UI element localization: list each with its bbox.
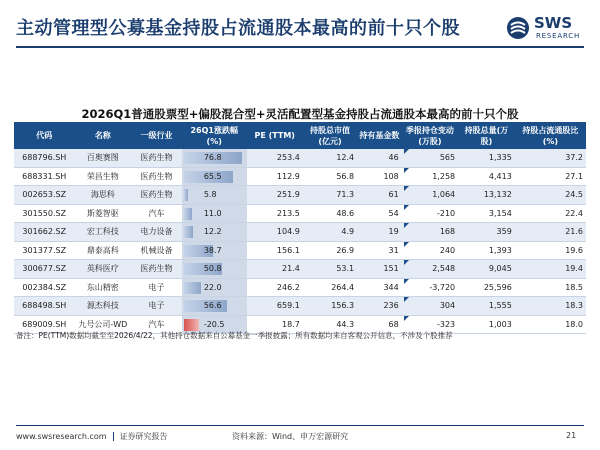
column-header-pe: PE (TTM) [254, 131, 295, 140]
cell-code: 301662.SZ [14, 223, 74, 242]
cell-market-value: 12.4 [303, 149, 357, 167]
cell-total-shares: 359 [458, 223, 515, 242]
footer-separator [113, 432, 114, 441]
cell-fund-count: 236 [357, 297, 402, 316]
cell-total-shares: 9,045 [458, 260, 515, 279]
cell-float-ratio: 22.4 [515, 204, 586, 223]
footer-label: 证券研究报告 [119, 432, 168, 441]
holdings-table [14, 122, 586, 334]
cell-industry: 电力设备 [131, 223, 182, 242]
cell-position-change: 2,548 [402, 260, 458, 279]
cell-pe: 213.5 [247, 204, 303, 223]
cell-total-shares: 3,154 [458, 204, 515, 223]
cell-industry: 汽车 [131, 204, 182, 223]
change-value: 56.6 [203, 301, 222, 310]
column-header-change: 26Q1涨跌幅(%) [190, 125, 238, 146]
column-header-industry: 一级行业 [140, 131, 173, 140]
cell-industry: 医药生物 [131, 260, 182, 279]
cell-fund-count: 31 [357, 241, 402, 260]
cell-position-change: 304 [402, 297, 458, 316]
cell-total-shares: 25,596 [458, 278, 515, 297]
cell-position-change: 1,258 [402, 167, 458, 186]
cell-position-change: 1,064 [402, 186, 458, 205]
cell-position-change: -210 [402, 204, 458, 223]
cell-market-value: 71.3 [303, 186, 357, 205]
cell-market-value: 48.6 [303, 204, 357, 223]
cell-change [182, 278, 247, 297]
cell-change [182, 167, 247, 186]
table-note: 备注：PE(TTM)数据均截至至2026/4/22，其他持仓数据来自公募基金一季报披露；所有数据均来自客观公开信息，不涉及个股推荐 [16, 331, 453, 340]
cell-total-shares: 4,413 [458, 167, 515, 186]
cell-market-value: 156.3 [303, 297, 357, 316]
cell-pe: 659.1 [247, 297, 303, 316]
cell-fund-count: 151 [357, 260, 402, 279]
cell-market-value: 4.9 [303, 223, 357, 242]
cell-change [182, 186, 247, 205]
cell-name: 斯菱智驱 [74, 204, 131, 223]
cell-total-shares: 13,132 [458, 186, 515, 205]
cell-position-change: -323 [402, 315, 458, 334]
cell-change [182, 241, 247, 260]
cell-position-change: 565 [402, 149, 458, 167]
cell-total-shares: 1,555 [458, 297, 515, 316]
cell-industry: 医药生物 [131, 167, 182, 186]
table-row [14, 167, 586, 186]
cell-industry: 机械设备 [131, 241, 182, 260]
change-value: 12.2 [203, 227, 222, 236]
cell-float-ratio: 27.1 [515, 167, 586, 186]
cell-float-ratio: 19.6 [515, 241, 586, 260]
cell-total-shares: 1,393 [458, 241, 515, 260]
cell-float-ratio: 18.5 [515, 278, 586, 297]
cell-pe: 21.4 [247, 260, 303, 279]
cell-float-ratio: 18.3 [515, 297, 586, 316]
cell-float-ratio: 24.5 [515, 186, 586, 205]
cell-fund-count: 68 [357, 315, 402, 334]
cell-industry: 电子 [131, 297, 182, 316]
cell-market-value: 56.8 [303, 167, 357, 186]
cell-name: 源杰科技 [74, 297, 131, 316]
change-value: 11.0 [203, 208, 222, 218]
cell-total-shares: 1,335 [458, 149, 515, 167]
column-header-total-shares: 持股总量(万股) [464, 125, 509, 146]
column-header-code: 代码 [36, 131, 53, 140]
cell-pe: 112.9 [247, 167, 303, 186]
cell-code: 002384.SZ [14, 278, 74, 297]
cell-fund-count: 19 [357, 223, 402, 242]
page-title: 主动管理型公募基金持股占流通股本最高的前十只个股 [16, 18, 460, 39]
cell-pe: 18.7 [247, 315, 303, 334]
cell-market-value: 53.1 [303, 260, 357, 279]
cell-market-value: 44.3 [303, 315, 357, 334]
cell-code: 688331.SH [14, 167, 74, 186]
cell-market-value: 264.4 [303, 278, 357, 297]
cell-industry: 电子 [131, 278, 182, 297]
cell-float-ratio: 18.0 [515, 315, 586, 334]
table-row [14, 297, 586, 316]
cell-industry: 汽车 [131, 315, 182, 334]
cell-name: 英科医疗 [74, 260, 131, 279]
cell-pe: 246.2 [247, 278, 303, 297]
cell-position-change: 240 [402, 241, 458, 260]
cell-change [182, 297, 247, 316]
footer-source: 资料来源：Wind、申万宏源研究 [232, 432, 349, 441]
cell-change [182, 223, 247, 242]
change-value: -20.5 [203, 319, 225, 329]
footer-website: www.swsresearch.com [16, 432, 107, 441]
cell-code: 002653.SZ [14, 186, 74, 205]
cell-float-ratio: 21.6 [515, 223, 586, 242]
table-row [14, 223, 586, 242]
cell-industry: 医药生物 [131, 186, 182, 205]
column-header-market-value: 持股总市值(亿元) [309, 125, 350, 146]
change-value: 76.8 [203, 153, 222, 162]
cell-fund-count: 61 [357, 186, 402, 205]
change-value: 22.0 [203, 282, 222, 292]
cell-name: 宏工科技 [74, 223, 131, 242]
column-header-float-ratio: 持股占流通股比(%) [522, 125, 579, 146]
cell-code: 300677.SZ [14, 260, 74, 279]
change-value: 5.8 [203, 190, 217, 199]
column-header-position-change: 季报持仓变动(万股) [405, 125, 454, 146]
cell-fund-count: 46 [357, 149, 402, 167]
cell-fund-count: 108 [357, 167, 402, 186]
cell-change [182, 315, 247, 334]
cell-fund-count: 54 [357, 204, 402, 223]
cell-name: 东山精密 [74, 278, 131, 297]
table-title: 2026Q1普通股票型+偏股混合型+灵活配置型基金持股占流通股本最高的前十只个股 [81, 107, 519, 121]
footer-divider [16, 425, 584, 426]
cell-industry: 医药生物 [131, 149, 182, 167]
sws-logo [506, 14, 586, 44]
cell-code: 301377.SZ [14, 241, 74, 260]
table-row [14, 149, 586, 167]
cell-pe: 156.1 [247, 241, 303, 260]
change-value: 50.8 [203, 264, 222, 273]
cell-change [182, 204, 247, 223]
cell-float-ratio: 37.2 [515, 149, 586, 167]
footer-left [16, 431, 168, 442]
cell-name: 海思科 [74, 186, 131, 205]
cell-fund-count: 344 [357, 278, 402, 297]
cell-code: 688498.SH [14, 297, 74, 316]
table-row [14, 204, 586, 223]
table-row [14, 186, 586, 205]
logo-text: SWS [534, 14, 573, 32]
change-value: 38.7 [203, 245, 222, 255]
sws-logo-icon [506, 16, 530, 40]
cell-code: 688796.SH [14, 149, 74, 167]
table-header-row [14, 122, 586, 149]
page-number: 21 [566, 431, 577, 440]
cell-float-ratio: 19.4 [515, 260, 586, 279]
cell-name: 九号公司-WD [74, 315, 131, 334]
cell-code: 689009.SH [14, 315, 74, 334]
cell-code: 301550.SZ [14, 204, 74, 223]
table-row [14, 241, 586, 260]
table-row [14, 278, 586, 297]
cell-pe: 253.4 [247, 149, 303, 167]
table-row [14, 260, 586, 279]
cell-position-change: -3,720 [402, 278, 458, 297]
title-divider [16, 46, 584, 48]
cell-pe: 104.9 [247, 223, 303, 242]
cell-name: 荣昌生物 [74, 167, 131, 186]
cell-market-value: 26.9 [303, 241, 357, 260]
column-header-name: 名称 [94, 131, 111, 140]
cell-position-change: 168 [402, 223, 458, 242]
cell-pe: 251.9 [247, 186, 303, 205]
column-header-fund-count: 持有基金数 [359, 131, 400, 140]
cell-name: 鼎泰高科 [74, 241, 131, 260]
logo-subtext: RESEARCH [536, 32, 581, 40]
cell-change [182, 149, 247, 167]
change-value: 65.5 [203, 171, 222, 181]
cell-name: 百奥赛图 [74, 149, 131, 167]
cell-change [182, 260, 247, 279]
cell-total-shares: 1,003 [458, 315, 515, 334]
